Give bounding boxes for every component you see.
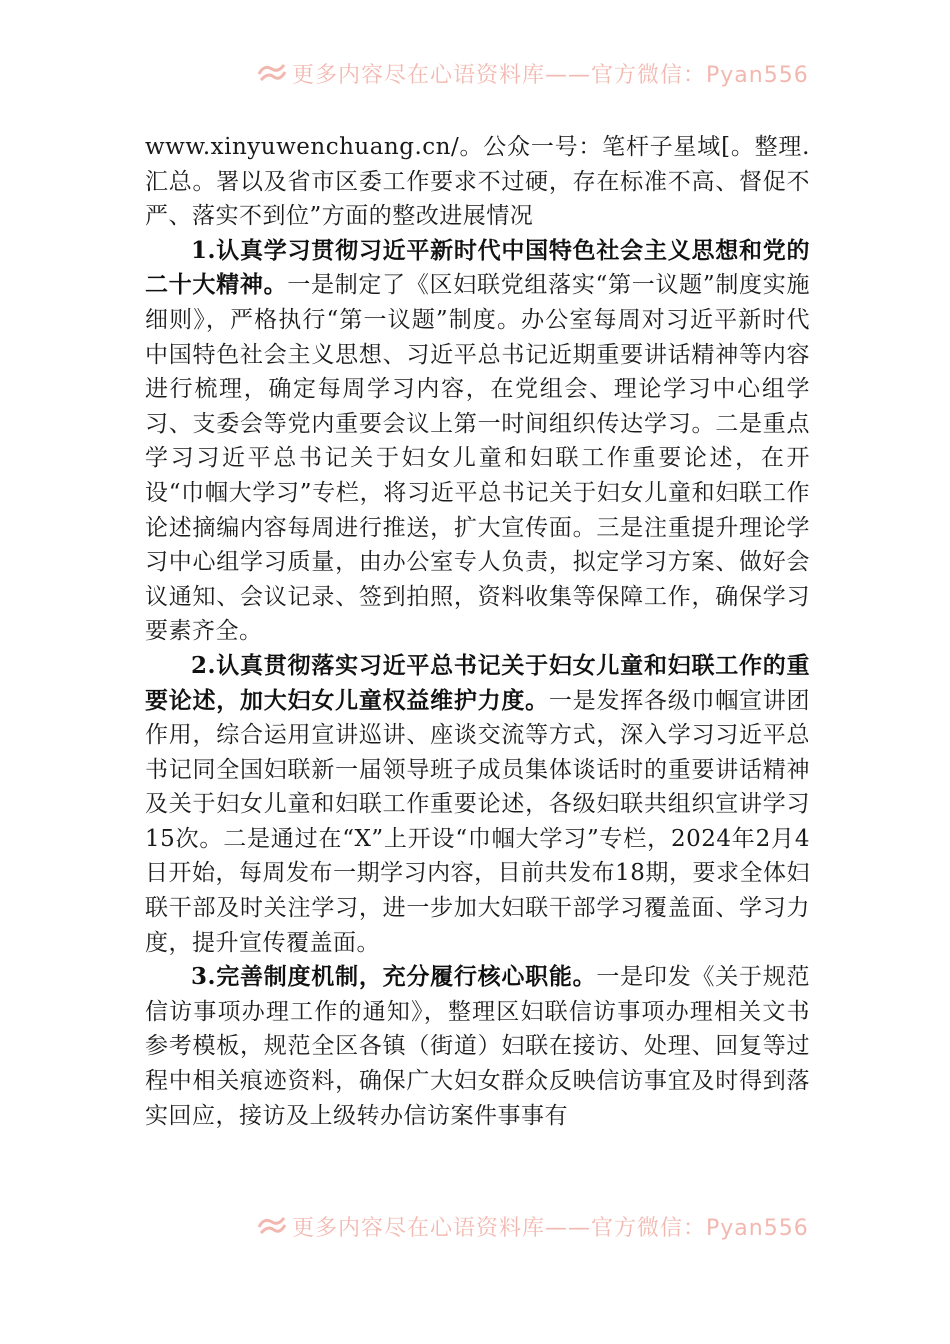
section-paragraph-2	[145, 649, 810, 960]
watermark-text: 更多内容尽在心语资料库——官方微信：Pyan556	[292, 63, 809, 88]
section-body-1: 一是制定了《区妇联党组落实“第一议题”制度实施细则》，严格执行“第一议题”制度。办公室每周对习近平新时代中国特色社会主义思想、习近平总书记近期重要讲话精神等内容进行梳理，确定每周学习内容，在党组会、理论学习中心组学习、支委会等党内重要会议上第一时间组织传达学习。二是重点学习习近平总书记关于妇女儿童和妇联工作重要论述，在开设“巾帼大学习”专栏，将习近平总书记关于妇女儿童和妇联工作论述摘编内容每周进行推送，扩大宣传面。三是注重提升理论学习中心组学习质量，由办公室专人负责，拟定学习方案、做好会议通知、会议记录、签到拍照，资料收集等保障工作，确保学习要素齐全。	[145, 272, 810, 645]
section-heading-2: 2.认真贯彻落实习近平总书记关于妇女儿童和妇联工作的重要论述，加大妇女儿童权益维护力度。	[145, 651, 810, 714]
section-heading-3: 3.完善制度机制，充分履行核心职能。	[191, 963, 597, 991]
section-body-2: 一是发挥各级巾帼宣讲团作用，综合运用宣讲巡讲、座谈交流等方式，深入学习习近平总书记同全国妇联新一届领导班子成员集体谈话时的重要讲话精神及关于妇女儿童和妇联工作重要论述，各级妇联共组织宣讲学习15次。二是通过在“X”上开设“巾帼大学习”专栏，2024年2月4日开始，每周发布一期学习内容，目前共发布18期，要求全体妇联干部及时关注学习，进一步加大妇联干部学习覆盖面、学习力度，提升宣传覆盖面。	[145, 687, 811, 956]
intro-paragraph: www.xinyuwenchuang.cn/。公众一号：笔杆子星域[。整理.汇总。署以及省市区委工作要求不过硬，存在标准不高、督促不严、落实不到位”方面的整改进展情况	[145, 134, 810, 230]
section-heading-1: 1.认真学习贯彻习近平新时代中国特色社会主义思想和党的二十大精神。	[145, 236, 810, 299]
watermark-footer	[0, 1207, 950, 1247]
section-body-3: 一是印发《关于规范信访事项办理工作的通知》，整理区妇联信访事项办理相关文书参考模板，规范全区各镇（街道）妇联在接访、处理、回复等过程中相关痕迹资料，确保广大妇女群众反映信访事宜及时得到落实回应，接访及上级转办信访案件事事有	[145, 964, 810, 1129]
watermark-header	[0, 54, 950, 94]
watermark-logo-icon	[256, 1213, 288, 1237]
section-paragraph-1	[145, 234, 810, 649]
watermark-logo-icon	[256, 60, 288, 84]
document-body	[145, 130, 810, 1133]
section-paragraph-3	[145, 960, 810, 1133]
watermark-text: 更多内容尽在心语资料库——官方微信：Pyan556	[292, 1216, 809, 1241]
